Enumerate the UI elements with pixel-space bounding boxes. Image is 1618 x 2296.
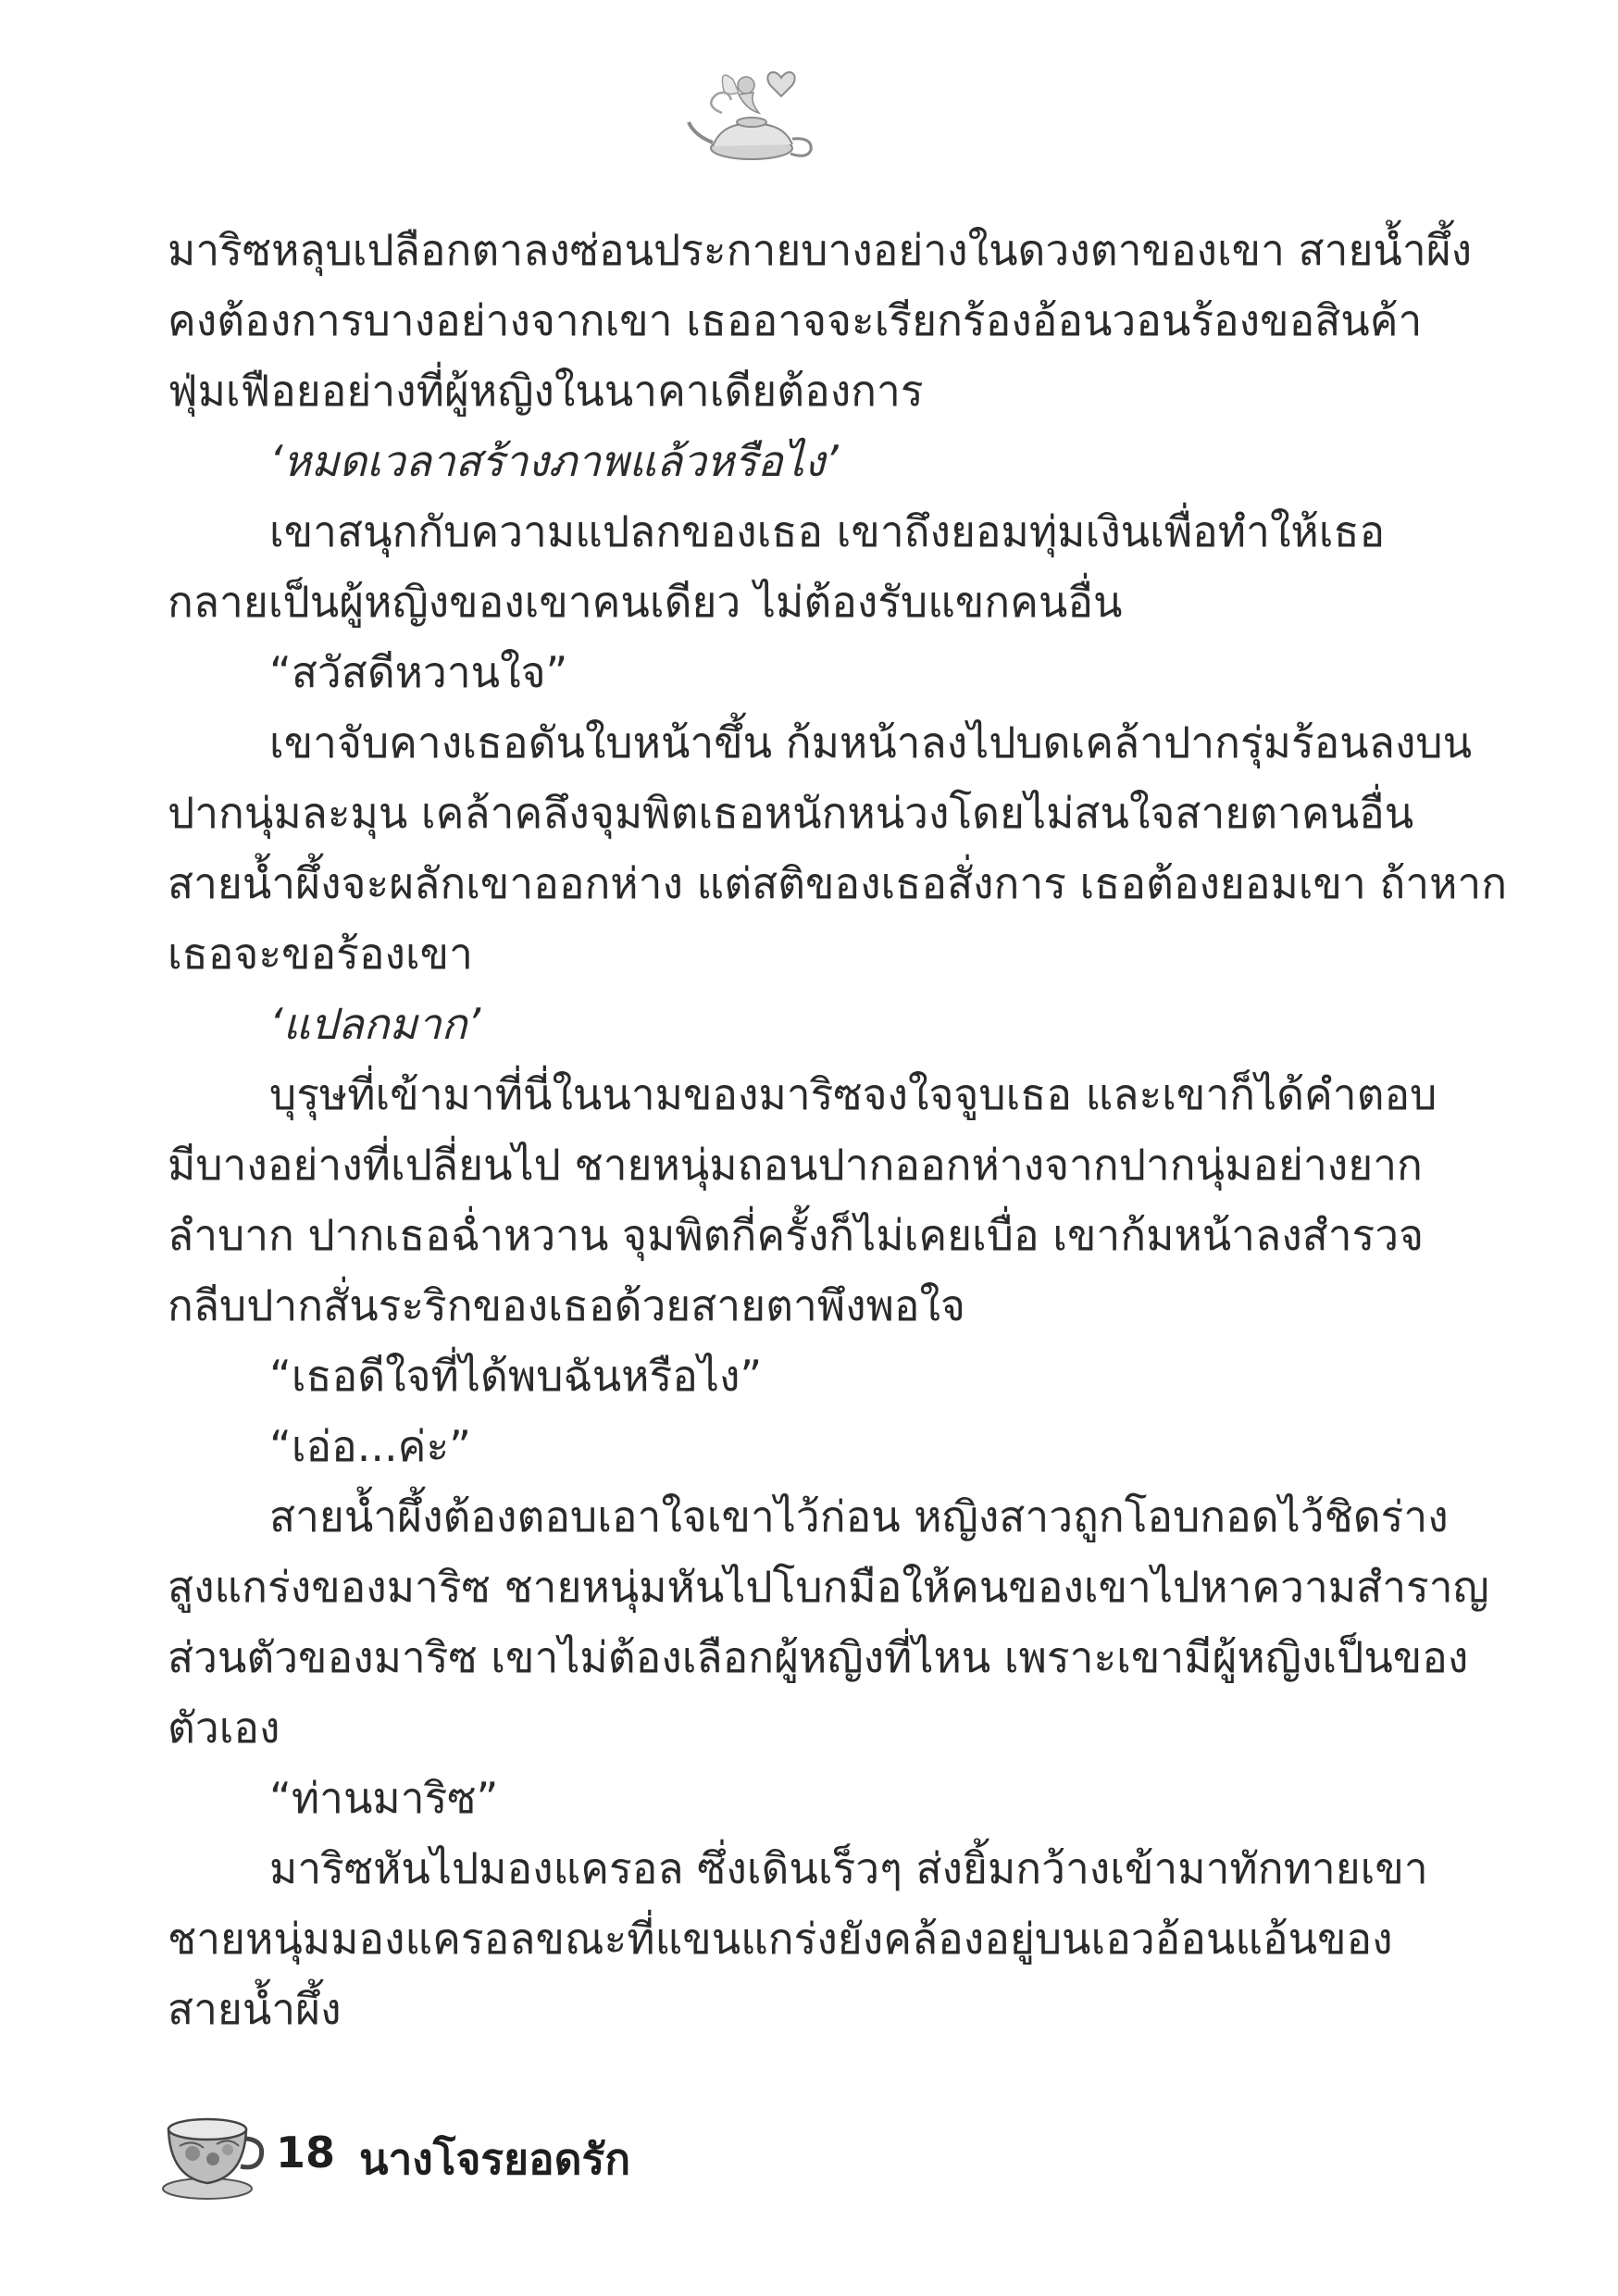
text-line: ตัวเอง	[168, 1703, 280, 1753]
text-line: “เอ่อ...ค่ะ”	[269, 1421, 471, 1471]
text-line: “เธอดีใจที่ได้พบฉันหรือไง”	[269, 1351, 763, 1401]
text-line: เขาจับคางเธอดันใบหน้าขึ้น ก้มหน้าลงไปบดเคล้าปากรุ่มร้อนลงบน	[269, 718, 1473, 767]
teacup-icon	[156, 2102, 267, 2203]
text-line: กลีบปากสั่นระริกของเธอด้วยสายตาพึงพอใจ	[168, 1280, 965, 1330]
text-line: บุรุษที่เข้ามาที่นี่ในนามของมาริซจงใจจูบเธอ และเขาก็ได้คำตอบ	[269, 1069, 1438, 1119]
page-number: 18	[276, 2128, 336, 2177]
text-line: ลำบาก ปากเธอฉ่ำหวาน จุมพิตกี่ครั้งก็ไม่เคยเบื่อ เขาก้มหน้าลงสำรวจ	[168, 1210, 1425, 1260]
text-line: มาริซหันไปมองแครอล ซึ่งเดินเร็วๆ ส่งยิ้มกว้างเข้ามาทักทายเขา	[269, 1843, 1428, 1893]
text-line: ชายหนุ่มมองแครอลขณะที่แขนแกร่งยังคล้องอยู่บนเอวอ้อนแอ้นของ	[168, 1914, 1393, 1964]
text-line: ฟุ่มเฟือยอย่างที่ผู้หญิงในนาคาเดียต้องการ	[168, 366, 924, 416]
page-footer	[156, 2102, 803, 2203]
text-line: มีบางอย่างที่เปลี่ยนไป ชายหนุ่มถอนปากออกห่างจากปากนุ่มอย่างยาก	[168, 1140, 1423, 1190]
text-line: กลายเป็นผู้หญิงของเขาคนเดียว ไม่ต้องรับแขกคนอื่น	[168, 577, 1123, 627]
text-line: สายน้ำผึ้งจะผลักเขาออกห่าง แต่สติของเธอสั่งการ เธอต้องยอมเขา ถ้าหาก	[168, 858, 1508, 908]
text-line: มาริซหลุบเปลือกตาลงซ่อนประกายบางอย่างในดวงตาของเขา สายน้ำผึ้ง	[168, 225, 1473, 275]
text-line: ‘แปลกมาก’	[269, 999, 481, 1049]
book-title: นางโจรยอดรัก	[359, 2134, 631, 2184]
text-line: สูงแกร่งของมาริซ ชายหนุ่มหันไปโบกมือให้คนของเขาไปหาความสำราญ	[168, 1562, 1489, 1612]
text-line: เขาสนุกกับความแปลกของเธอ เขาถึงยอมทุ่มเงินเพื่อทำให้เธอ	[269, 506, 1386, 556]
cupid-on-teapot-icon	[685, 57, 824, 170]
text-line: สายน้ำผึ้งต้องตอบเอาใจเขาไว้ก่อน หญิงสาวถูกโอบกอดไว้ชิดร่าง	[269, 1491, 1449, 1541]
text-line: สายน้ำผึ้ง	[168, 1984, 342, 2034]
text-line: “สวัสดีหวานใจ”	[269, 647, 568, 697]
text-line: ‘หมดเวลาสร้างภาพแล้วหรือไง’	[269, 436, 839, 486]
text-line: ปากนุ่มละมุน เคล้าคลึงจุมพิตเธอหนักหน่วงโดยไม่สนใจสายตาคนอื่น	[168, 788, 1414, 838]
text-line: คงต้องการบางอย่างจากเขา เธออาจจะเรียกร้องอ้อนวอนร้องขอสินค้า	[168, 295, 1423, 345]
text-line: ส่วนตัวของมาริซ เขาไม่ต้องเลือกผู้หญิงที่ไหน เพราะเขามีผู้หญิงเป็นของ	[168, 1632, 1469, 1682]
text-line: เธอจะขอร้องเขา	[168, 929, 473, 979]
story-body-text	[168, 215, 1508, 2044]
text-line: “ท่านมาริซ”	[269, 1773, 499, 1823]
